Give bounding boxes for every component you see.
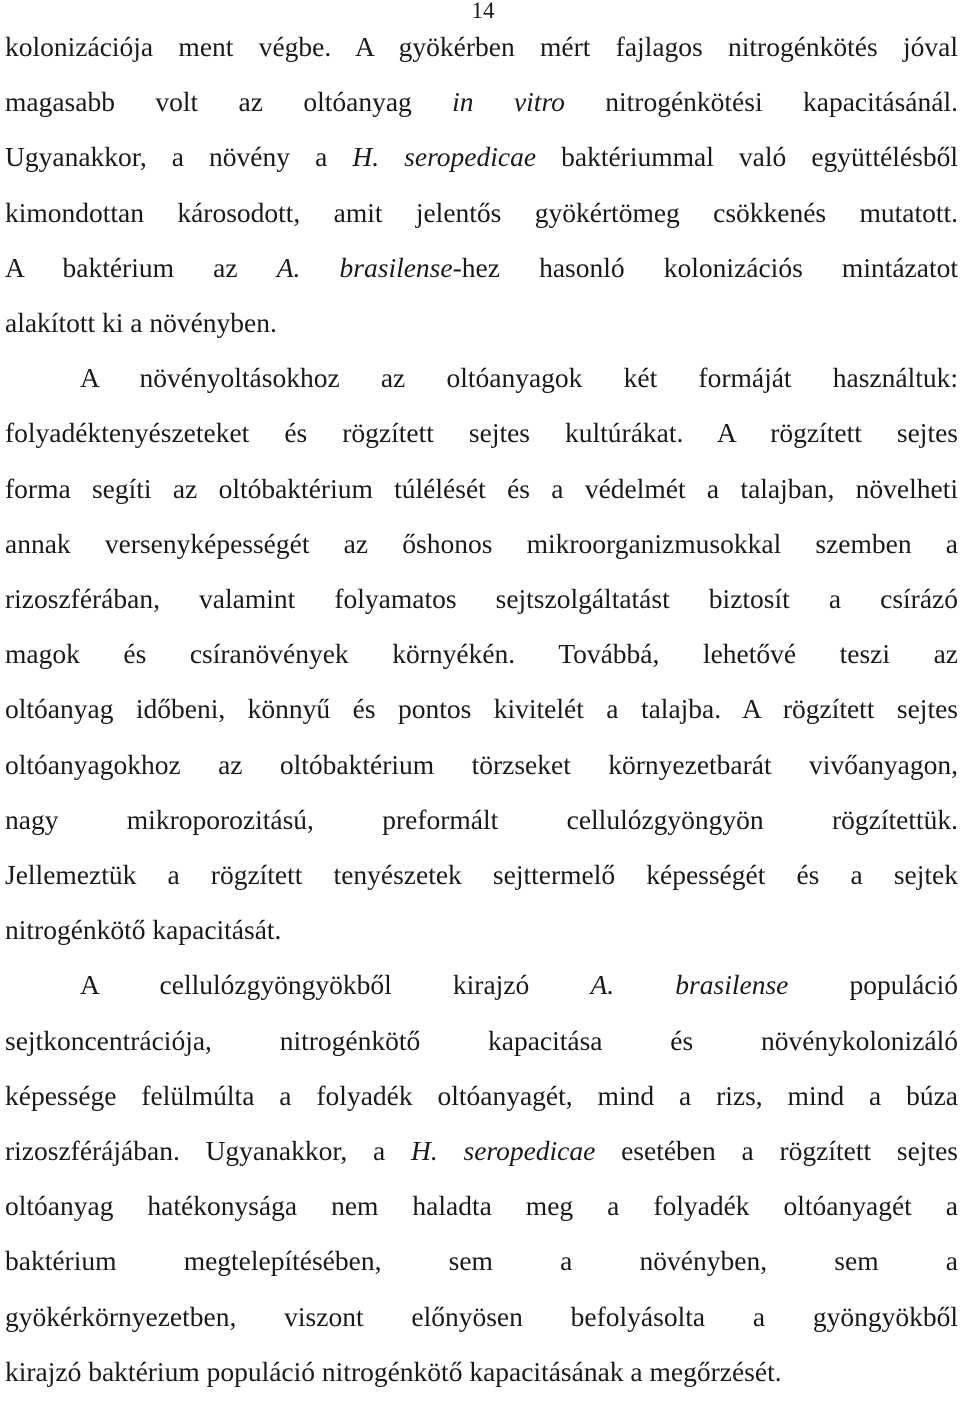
- text-line: [5, 416, 958, 450]
- italic-term: A. brasilense: [590, 969, 789, 1001]
- text-line: [5, 913, 958, 947]
- text-line: [5, 582, 958, 616]
- text-line: [5, 85, 958, 119]
- text-segment: folyadéktenyészeteket és rögzített sejtes kultúrákat. A rögzített sejtes: [5, 417, 958, 449]
- text-line: [5, 472, 958, 506]
- italic-term: H. seropedicae: [352, 141, 537, 173]
- text-segment: Ugyanakkor, a növény a: [5, 141, 353, 173]
- text-segment: -hez hasonló kolonizációs mintázatot: [452, 251, 958, 283]
- italic-term: in vitro: [452, 86, 565, 118]
- text-segment: alakított ki a növényben.: [5, 307, 277, 338]
- text-line: [5, 803, 958, 837]
- text-segment: esetében a rögzített sejtes: [595, 1135, 958, 1166]
- text-segment: magok és csíranövények környékén. Továbbá, lehetővé teszi az: [5, 638, 958, 670]
- text-segment: forma segíti az oltóbaktérium túlélését és a védelmét a talajban, növelheti: [5, 472, 958, 504]
- text-segment: nagy mikroporozitású, preformált cellulózgyöngyön rögzítettük.: [5, 803, 958, 835]
- text-line: [5, 1079, 958, 1113]
- text-line: [5, 30, 958, 64]
- text-segment: gyökérkörnyezetben, viszont előnyösen befolyásolta a gyöngyökből: [5, 1300, 958, 1332]
- text-segment: sejtkoncentrációja, nitrogénkötő kapacitása és növénykolonizáló: [5, 1024, 958, 1056]
- text-segment: baktériummal való együttélésből: [536, 141, 958, 173]
- text-line: [5, 1355, 958, 1389]
- text-line: [5, 858, 958, 892]
- text-line: [5, 1024, 958, 1058]
- text-line: [5, 196, 958, 230]
- text-segment: rizoszférában, valamint folyamatos sejtszolgáltatást biztosít a csírázó: [5, 583, 958, 614]
- text-segment: A baktérium az: [5, 251, 277, 283]
- text-segment: A növényoltásokhoz az oltóanyagok két formáját használtuk:: [80, 362, 958, 394]
- text-line: [5, 637, 958, 671]
- italic-term: A. brasilense: [276, 251, 453, 283]
- text-line: [5, 140, 958, 174]
- text-line: [5, 748, 958, 782]
- text-line: [5, 1244, 958, 1278]
- text-line: [5, 251, 958, 285]
- text-segment: Jellemeztük a rögzített tenyészetek sejttermelő képességét és a sejtek: [5, 859, 958, 890]
- text-segment: oltóanyag hatékonysága nem haladta meg a folyadék oltóanyagét a: [5, 1190, 958, 1222]
- text-segment: annak versenyképességét az őshonos mikroorganizmusokkal szemben a: [5, 527, 958, 559]
- text-segment: nitrogénkötési kapacitásánál.: [564, 86, 958, 118]
- text-segment: kolonizációja ment végbe. A gyökérben mért fajlagos nitrogénkötés jóval: [5, 31, 958, 62]
- text-segment: rizoszférájában. Ugyanakkor, a: [5, 1135, 411, 1166]
- text-segment: A cellulózgyöngyökből kirajzó: [80, 969, 591, 1001]
- italic-term: H. seropedicae: [411, 1135, 596, 1166]
- text-segment: oltóanyagokhoz az oltóbaktérium törzseket környezetbarát vivőanyagon,: [5, 748, 958, 780]
- text-segment: oltóanyag időbeni, könnyű és pontos kivitelét a talajba. A rögzített sejtes: [5, 693, 958, 725]
- text-line: [5, 1189, 958, 1223]
- text-line: [5, 1300, 958, 1334]
- text-segment: kimondottan károsodott, amit jelentős gyökértömeg csökkenés mutatott.: [5, 196, 958, 228]
- text-line: [5, 1134, 958, 1168]
- text-segment: populáció: [788, 969, 958, 1001]
- text-segment: nitrogénkötő kapacitását.: [5, 914, 282, 946]
- text-line: [80, 361, 958, 395]
- text-line: [80, 968, 958, 1002]
- text-segment: képessége felülmúlta a folyadék oltóanyagét, mind a rizs, mind a búza: [5, 1079, 958, 1111]
- text-line: [5, 306, 958, 340]
- page-number: 14: [471, 0, 495, 23]
- text-segment: magasabb volt az oltóanyag: [5, 86, 453, 118]
- text-segment: baktérium megtelepítésében, sem a növényben, sem a: [5, 1245, 958, 1277]
- text-segment: kirajzó baktérium populáció nitrogénkötő kapacitásának a megőrzését.: [5, 1355, 782, 1387]
- text-line: [5, 527, 958, 561]
- text-line: [5, 692, 958, 726]
